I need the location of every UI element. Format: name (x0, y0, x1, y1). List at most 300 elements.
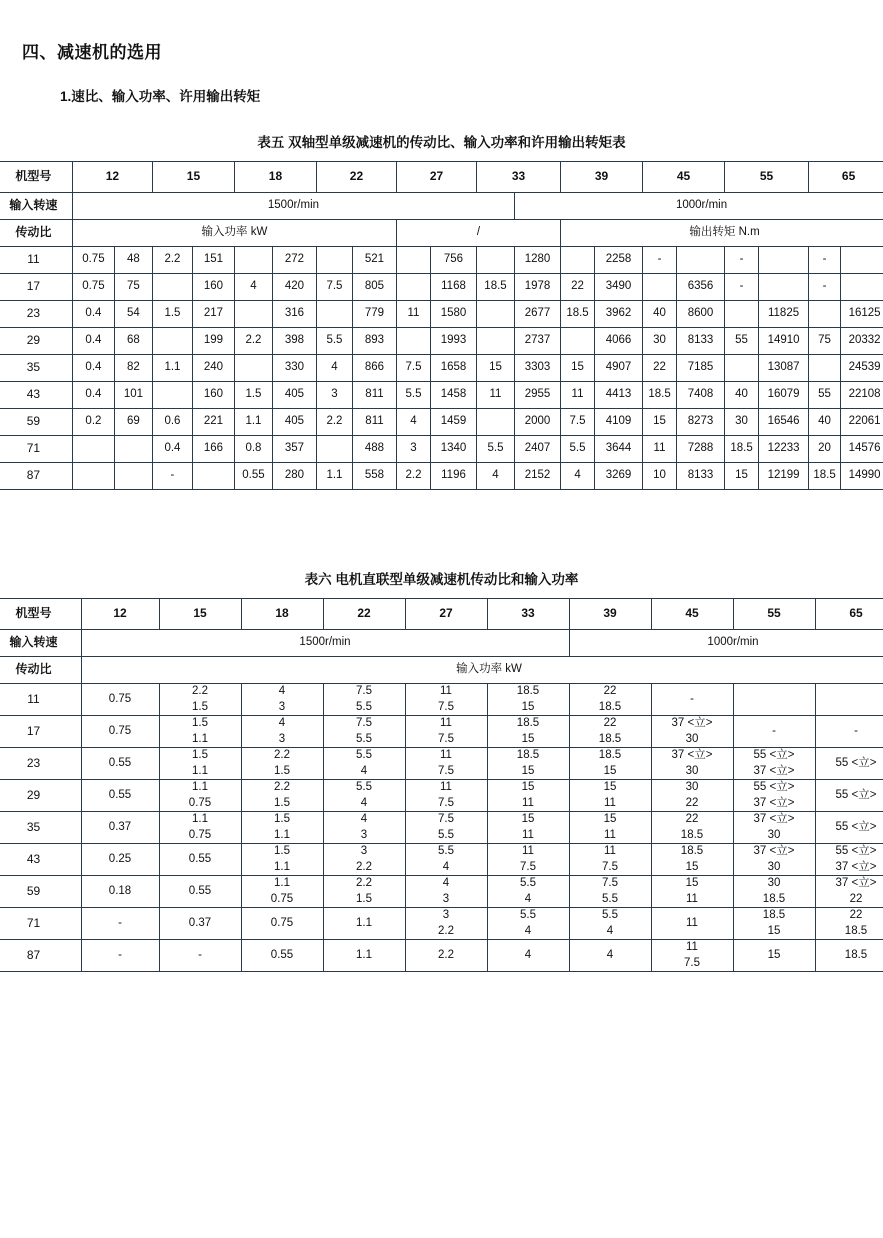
cell: 2955 (515, 382, 561, 409)
cell: 75 (114, 274, 152, 301)
cell (234, 301, 272, 328)
cell: 11825 (759, 301, 809, 328)
cell: 893 (352, 328, 396, 355)
cell (114, 436, 152, 463)
cell: 3 (396, 436, 430, 463)
cell: 3 2.2 (405, 908, 487, 940)
cell: 0.18 (81, 876, 159, 908)
cell: 10 (643, 463, 677, 490)
cell: 37 <立> 30 (651, 748, 733, 780)
cell: 11 7.5 (405, 716, 487, 748)
table-row (0, 463, 883, 490)
table6-model-65: 65 (815, 599, 883, 630)
cell: 7.5 (561, 409, 595, 436)
cell: 2000 (515, 409, 561, 436)
cell: 0.37 (159, 908, 241, 940)
table5-ratio: 43 (0, 382, 72, 409)
cell: 0.6 (152, 409, 192, 436)
table5-ratio: 35 (0, 355, 72, 382)
cell (396, 247, 430, 274)
cell: 4 (234, 274, 272, 301)
cell: 55 <立> 37 <立> (815, 844, 883, 876)
cell: 14990 (841, 463, 883, 490)
cell: 4066 (595, 328, 643, 355)
cell: 0.55 (81, 780, 159, 812)
table5-model-22: 22 (316, 162, 396, 193)
cell: 12233 (759, 436, 809, 463)
cell: 37 <立> 30 (733, 812, 815, 844)
cell: 15 (643, 409, 677, 436)
cell (561, 328, 595, 355)
cell: 11 (643, 436, 677, 463)
cell: 1658 (430, 355, 476, 382)
table6-model-18: 18 (241, 599, 323, 630)
cell: 5.5 (316, 328, 352, 355)
table5-model-39: 39 (561, 162, 643, 193)
cell: 0.2 (72, 409, 114, 436)
table5-model-55: 55 (725, 162, 809, 193)
table6-label-ratio: 传动比 (0, 657, 81, 684)
table5-speed-1500: 1500r/min (72, 193, 514, 220)
cell: 1.1 (234, 409, 272, 436)
cell (677, 247, 725, 274)
cell: 2677 (515, 301, 561, 328)
cell (725, 355, 759, 382)
cell: 18.5 15 (487, 748, 569, 780)
cell (477, 409, 515, 436)
table5-label-speed: 输入转速 (0, 193, 72, 220)
cell: 20 (809, 436, 841, 463)
table6-ratio: 71 (0, 908, 81, 940)
cell: 40 (725, 382, 759, 409)
cell: 811 (352, 409, 396, 436)
cell: 15 11 (487, 780, 569, 812)
cell: 30 22 (651, 780, 733, 812)
cell: 55 <立> (815, 748, 883, 780)
cell: 280 (272, 463, 316, 490)
table6-band-row (0, 657, 883, 684)
table6-model-27: 27 (405, 599, 487, 630)
cell (841, 247, 883, 274)
cell: 3644 (595, 436, 643, 463)
cell: 316 (272, 301, 316, 328)
table5-model-18: 18 (234, 162, 316, 193)
cell: 779 (352, 301, 396, 328)
cell: 5.5 4 (323, 780, 405, 812)
cell: 22 18.5 (569, 716, 651, 748)
table5-ratio: 29 (0, 328, 72, 355)
cell (152, 382, 192, 409)
table6-model-12: 12 (81, 599, 159, 630)
cell (72, 463, 114, 490)
cell: 2.2 (405, 940, 487, 972)
cell (809, 301, 841, 328)
table-row (0, 844, 883, 876)
cell: 18.5 15 (733, 908, 815, 940)
cell: 5.5 4 (405, 844, 487, 876)
cell (725, 301, 759, 328)
cell: 521 (352, 247, 396, 274)
cell: 4 (569, 940, 651, 972)
cell: 4 3 (241, 716, 323, 748)
cell: 1.1 (316, 463, 352, 490)
cell: 3490 (595, 274, 643, 301)
table6-model-55: 55 (733, 599, 815, 630)
table-row (0, 301, 883, 328)
sub-heading: 1.速比、输入功率、许用输出转矩 (60, 85, 861, 105)
table6-ratio: 23 (0, 748, 81, 780)
cell: 5.5 (477, 436, 515, 463)
table-row (0, 409, 883, 436)
table6-model-45: 45 (651, 599, 733, 630)
cell: - (809, 247, 841, 274)
table6-model-22: 22 (323, 599, 405, 630)
table6-ratio: 29 (0, 780, 81, 812)
cell: 1993 (430, 328, 476, 355)
cell: 55 (725, 328, 759, 355)
cell: 2737 (515, 328, 561, 355)
cell: 40 (643, 301, 677, 328)
cell: 24539 (841, 355, 883, 382)
table5-ratio: 11 (0, 247, 72, 274)
cell: 756 (430, 247, 476, 274)
table-row (0, 355, 883, 382)
cell (72, 436, 114, 463)
table5-model-65: 65 (809, 162, 883, 193)
cell: 16125 (841, 301, 883, 328)
cell: 1168 (430, 274, 476, 301)
table6-speed-1500: 1500r/min (81, 630, 569, 657)
cell: 866 (352, 355, 396, 382)
cell: 0.75 (241, 908, 323, 940)
table6-model-39: 39 (569, 599, 651, 630)
cell: 2.2 1.5 (241, 780, 323, 812)
cell: 37 <立> 22 (815, 876, 883, 908)
cell: 0.75 (81, 684, 159, 716)
cell (477, 301, 515, 328)
cell: 0.75 (81, 716, 159, 748)
cell: 4413 (595, 382, 643, 409)
cell: 1.1 0.75 (159, 812, 241, 844)
cell: 11 (477, 382, 515, 409)
cell: 0.55 (241, 940, 323, 972)
cell: 160 (192, 274, 234, 301)
table-row (0, 780, 883, 812)
cell: 0.4 (72, 382, 114, 409)
cell: - (815, 716, 883, 748)
cell: 22 18.5 (569, 684, 651, 716)
table5-speed-1000: 1000r/min (515, 193, 883, 220)
cell: 15 11 (651, 876, 733, 908)
cell: 7.5 (316, 274, 352, 301)
cell: - (725, 247, 759, 274)
cell: 15 11 (487, 812, 569, 844)
cell: 4 (477, 463, 515, 490)
cell: - (81, 940, 159, 972)
cell: 55 <立> 37 <立> (733, 780, 815, 812)
cell: 2407 (515, 436, 561, 463)
cell: 5.5 (561, 436, 595, 463)
cell: 1458 (430, 382, 476, 409)
cell: 0.37 (81, 812, 159, 844)
table5-speed-row (0, 193, 883, 220)
cell: - (733, 716, 815, 748)
cell: 4907 (595, 355, 643, 382)
cell: 4 3 (323, 812, 405, 844)
cell: 55 <立> 37 <立> (733, 748, 815, 780)
table-row (0, 716, 883, 748)
table-row (0, 940, 883, 972)
cell: 15 (561, 355, 595, 382)
cell: 22108 (841, 382, 883, 409)
cell: 2.2 1.5 (241, 748, 323, 780)
cell: 1280 (515, 247, 561, 274)
cell: 18.5 15 (487, 716, 569, 748)
cell: 2.2 1.5 (323, 876, 405, 908)
cell: 1.1 0.75 (241, 876, 323, 908)
cell: 330 (272, 355, 316, 382)
cell (477, 247, 515, 274)
cell: 48 (114, 247, 152, 274)
document-page (0, 38, 883, 1238)
cell: 488 (352, 436, 396, 463)
table5 (0, 161, 883, 490)
cell: 22 18.5 (815, 908, 883, 940)
cell: 2.2 (152, 247, 192, 274)
table5-ratio: 87 (0, 463, 72, 490)
cell: 805 (352, 274, 396, 301)
cell: 18.5 15 (569, 748, 651, 780)
cell: 3303 (515, 355, 561, 382)
cell: 22061 (841, 409, 883, 436)
table6-ratio: 17 (0, 716, 81, 748)
page-title: 四、减速机的选用 (22, 38, 861, 63)
table6-speed-1000: 1000r/min (569, 630, 883, 657)
cell: 5.5 4 (323, 748, 405, 780)
table6-ratio: 59 (0, 876, 81, 908)
cell: 8600 (677, 301, 725, 328)
table6-ratio: 43 (0, 844, 81, 876)
cell: 1.1 (323, 940, 405, 972)
cell: 11 7.5 (487, 844, 569, 876)
cell: 5.5 4 (569, 908, 651, 940)
cell: 1978 (515, 274, 561, 301)
cell: 0.25 (81, 844, 159, 876)
cell: 15 (725, 463, 759, 490)
cell: 1.5 (152, 301, 192, 328)
cell (396, 328, 430, 355)
cell: - (651, 684, 733, 716)
table5-ratio: 17 (0, 274, 72, 301)
cell: 18.5 (477, 274, 515, 301)
cell: 240 (192, 355, 234, 382)
cell (643, 274, 677, 301)
cell: 405 (272, 382, 316, 409)
cell: 69 (114, 409, 152, 436)
cell: 1580 (430, 301, 476, 328)
cell: 558 (352, 463, 396, 490)
cell: 13087 (759, 355, 809, 382)
table5-caption: 表五 双轴型单级减速机的传动比、输入功率和许用输出转矩表 (22, 131, 861, 151)
table5-model-45: 45 (643, 162, 725, 193)
cell: 0.75 (72, 247, 114, 274)
table5-band-power: 输入功率 kW (72, 220, 396, 247)
cell: 7.5 5.5 (323, 716, 405, 748)
table-row (0, 247, 883, 274)
cell: 166 (192, 436, 234, 463)
cell: 22 18.5 (651, 812, 733, 844)
table5-label-model: 机型号 (0, 162, 72, 193)
cell: 40 (809, 409, 841, 436)
cell: 1.5 1.1 (241, 812, 323, 844)
cell: 30 18.5 (733, 876, 815, 908)
table6-caption: 表六 电机直联型单级减速机传动比和输入功率 (22, 568, 861, 588)
table5-band-row (0, 220, 883, 247)
table5-header-row (0, 162, 883, 193)
cell (316, 436, 352, 463)
cell: 18.5 (561, 301, 595, 328)
cell: 4 (561, 463, 595, 490)
cell: 217 (192, 301, 234, 328)
cell: 20332 (841, 328, 883, 355)
cell: 1340 (430, 436, 476, 463)
cell: 11 7.5 (405, 780, 487, 812)
cell: 0.55 (234, 463, 272, 490)
cell: 1.1 (152, 355, 192, 382)
cell: - (643, 247, 677, 274)
cell: 2258 (595, 247, 643, 274)
cell: 15 11 (569, 780, 651, 812)
table6-label-speed: 输入转速 (0, 630, 81, 657)
cell: 4 3 (405, 876, 487, 908)
cell: 1.5 1.1 (241, 844, 323, 876)
cell: 5.5 4 (487, 876, 569, 908)
cell: 11 7.5 (651, 940, 733, 972)
table-row (0, 328, 883, 355)
cell: 0.4 (152, 436, 192, 463)
cell (152, 274, 192, 301)
cell: 55 <立> (815, 812, 883, 844)
cell: 405 (272, 409, 316, 436)
cell: 811 (352, 382, 396, 409)
table-row (0, 382, 883, 409)
table5-ratio: 59 (0, 409, 72, 436)
cell: 101 (114, 382, 152, 409)
cell: 30 (725, 409, 759, 436)
cell: 0.55 (81, 748, 159, 780)
cell: 4 (316, 355, 352, 382)
cell (192, 463, 234, 490)
cell: 55 <立> (815, 780, 883, 812)
cell: 8133 (677, 328, 725, 355)
cell (733, 684, 815, 716)
cell: 55 (809, 382, 841, 409)
cell: 0.55 (159, 876, 241, 908)
cell: 6356 (677, 274, 725, 301)
cell: 2.2 (396, 463, 430, 490)
table-row (0, 812, 883, 844)
cell (234, 355, 272, 382)
cell: - (725, 274, 759, 301)
cell: 272 (272, 247, 316, 274)
table5-model-27: 27 (396, 162, 476, 193)
cell: 18.5 (725, 436, 759, 463)
cell: 221 (192, 409, 234, 436)
cell: 12199 (759, 463, 809, 490)
cell: 75 (809, 328, 841, 355)
cell: 5.5 (396, 382, 430, 409)
cell: 3269 (595, 463, 643, 490)
cell: 1.5 1.1 (159, 748, 241, 780)
cell: 30 (643, 328, 677, 355)
table6-speed-row (0, 630, 883, 657)
cell: 0.4 (72, 355, 114, 382)
cell: 68 (114, 328, 152, 355)
cell: 160 (192, 382, 234, 409)
table6-label-model: 机型号 (0, 599, 81, 630)
cell: 398 (272, 328, 316, 355)
cell: 7185 (677, 355, 725, 382)
cell (316, 247, 352, 274)
cell: 15 (733, 940, 815, 972)
table5-ratio: 71 (0, 436, 72, 463)
cell: 0.8 (234, 436, 272, 463)
cell: 2.2 1.5 (159, 684, 241, 716)
cell: 11 7.5 (569, 844, 651, 876)
cell: 1196 (430, 463, 476, 490)
table-row (0, 684, 883, 716)
cell: 18.5 (809, 463, 841, 490)
cell (815, 684, 883, 716)
cell (477, 328, 515, 355)
cell: 11 (396, 301, 430, 328)
cell: 4 (396, 409, 430, 436)
table5-label-ratio: 传动比 (0, 220, 72, 247)
cell: 82 (114, 355, 152, 382)
cell: 357 (272, 436, 316, 463)
cell: 37 <立> 30 (733, 844, 815, 876)
cell (396, 274, 430, 301)
cell: 15 11 (569, 812, 651, 844)
cell: 7.5 (396, 355, 430, 382)
cell: 1.1 0.75 (159, 780, 241, 812)
table-row (0, 436, 883, 463)
cell (561, 247, 595, 274)
cell: 1.5 1.1 (159, 716, 241, 748)
table6-ratio: 11 (0, 684, 81, 716)
cell (759, 274, 809, 301)
table-row (0, 274, 883, 301)
cell: 54 (114, 301, 152, 328)
table5-model-12: 12 (72, 162, 152, 193)
cell: 7408 (677, 382, 725, 409)
table6-ratio: 35 (0, 812, 81, 844)
cell: 11 (651, 908, 733, 940)
cell: 8273 (677, 409, 725, 436)
table5-model-15: 15 (152, 162, 234, 193)
cell: 15 (477, 355, 515, 382)
cell: 3 2.2 (323, 844, 405, 876)
cell: 4109 (595, 409, 643, 436)
cell: 0.75 (72, 274, 114, 301)
table5-band-torque: 输出转矩 N.m (561, 220, 883, 247)
cell: 22 (561, 274, 595, 301)
cell: 4 3 (241, 684, 323, 716)
cell: - (152, 463, 192, 490)
cell: 14910 (759, 328, 809, 355)
table6-ratio: 87 (0, 940, 81, 972)
cell: 18.5 (815, 940, 883, 972)
